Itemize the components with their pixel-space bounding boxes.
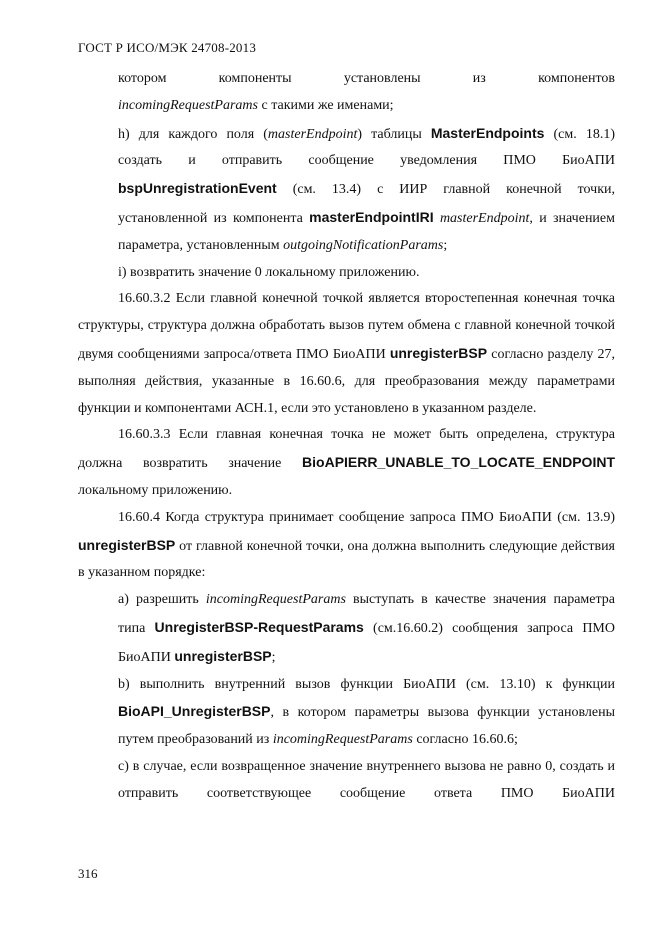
list-item-i: i) возвратить значение 0 локальному приложению. — [118, 264, 420, 280]
text-run: согласно 16.60.6; — [412, 732, 518, 748]
term-italic: masterEndpoint — [267, 126, 358, 142]
paragraph-continuation — [78, 93, 615, 120]
text-run: (см. 13.4) с ИИР главной конечной точки, установленной из компонента — [118, 182, 615, 226]
text-run: ; — [443, 237, 448, 253]
term-bold: masterEndpointIRI — [309, 208, 434, 225]
text-run: b) выполнить внутренний вызов функции БиоАПИ (см. 13.10) к функции — [118, 676, 615, 692]
page-number: 316 — [78, 866, 98, 881]
text-run: локальному приложению. — [78, 482, 233, 498]
term-bold: BioAPI_UnregisterBSP — [118, 703, 271, 720]
text-run: (см.16.60.2) сообщения запроса ПМО БиоАПИ — [118, 620, 615, 665]
term-italic: masterEndpoint — [439, 210, 530, 226]
list-item-b — [78, 672, 615, 754]
paragraph-16-60-3-3 — [78, 422, 615, 504]
text-run: 16.60.3.3 Если главная конечная точка не может быть определена, структура должна возвратить значение — [78, 427, 615, 472]
text-run: ; — [271, 649, 276, 665]
text-run: , и значением параметра, установленным — [118, 210, 615, 253]
list-item-h — [78, 120, 615, 260]
term-italic: incomingRequestParams — [272, 732, 413, 748]
text-run: от главной конечной точки, она должна выполнить следующие действия в указанном порядке: — [78, 538, 615, 581]
term-italic: incomingRequestParams — [205, 592, 346, 608]
term-bold: MasterEndpoints — [430, 124, 545, 141]
term-bold: UnregisterBSP-RequestParams — [154, 618, 364, 635]
paragraph-16-60-4 — [78, 505, 615, 587]
body-text — [78, 66, 615, 808]
term-bold: BioAPIERR_UNABLE_TO_LOCATE_ENDPOINT — [302, 454, 615, 471]
text-run: выступать в качестве значения параметра типа — [118, 592, 615, 636]
term-italic: outgoingNotificationParams — [283, 237, 444, 253]
text-run: с такими же именами; — [257, 97, 394, 113]
text-run: 16.60.3.2 Если главной конечной точкой является второстепенная конечная точка структуры, структура должна обработать вызов путем обмена с главной конечной точкой двумя сообщениями запроса/ответа ПМО БиоАПИ — [78, 291, 615, 362]
text-run: (см. 18.1) создать и отправить сообщение уведомления ПМО БиоАПИ — [118, 126, 615, 169]
term-italic: incomingRequestParams — [118, 97, 258, 113]
text-run: h) для каждого поля ( — [118, 126, 268, 142]
list-item-c: c) в случае, если возвращенное значение внутреннего вызова не равно 0, создать и отправить соответствующее сообщение ответа ПМО БиоАПИ — [118, 758, 615, 801]
paragraph-continuation-line: котором компоненты установлены из компонентов — [118, 71, 615, 86]
list-item-a — [78, 587, 615, 671]
text-run: , в котором параметры вызова функции установлены путем преобразований из — [118, 705, 615, 748]
text-run: 16.60.4 Когда структура принимает сообщение запроса ПМО БиоАПИ (см. 13.9) — [118, 509, 615, 525]
text-run: a) разрешить — [118, 592, 206, 608]
document-header: ГОСТ Р ИСО/МЭК 24708-2013 — [78, 40, 257, 55]
text-run: ) таблицы — [357, 126, 431, 142]
term-bold: bspUnregistrationEvent — [118, 180, 277, 197]
term-bold: unregisterBSP — [78, 536, 176, 553]
term-bold: unregisterBSP — [174, 647, 272, 664]
text-run: согласно разделу 27, выполняя действия, указанные в 16.60.6, для преобразования между параметрами функции и компонентами АСН.1, если это установлено в указанном разделе. — [78, 346, 615, 416]
term-bold: unregisterBSP — [389, 344, 488, 361]
paragraph-16-60-3-2 — [78, 286, 615, 422]
